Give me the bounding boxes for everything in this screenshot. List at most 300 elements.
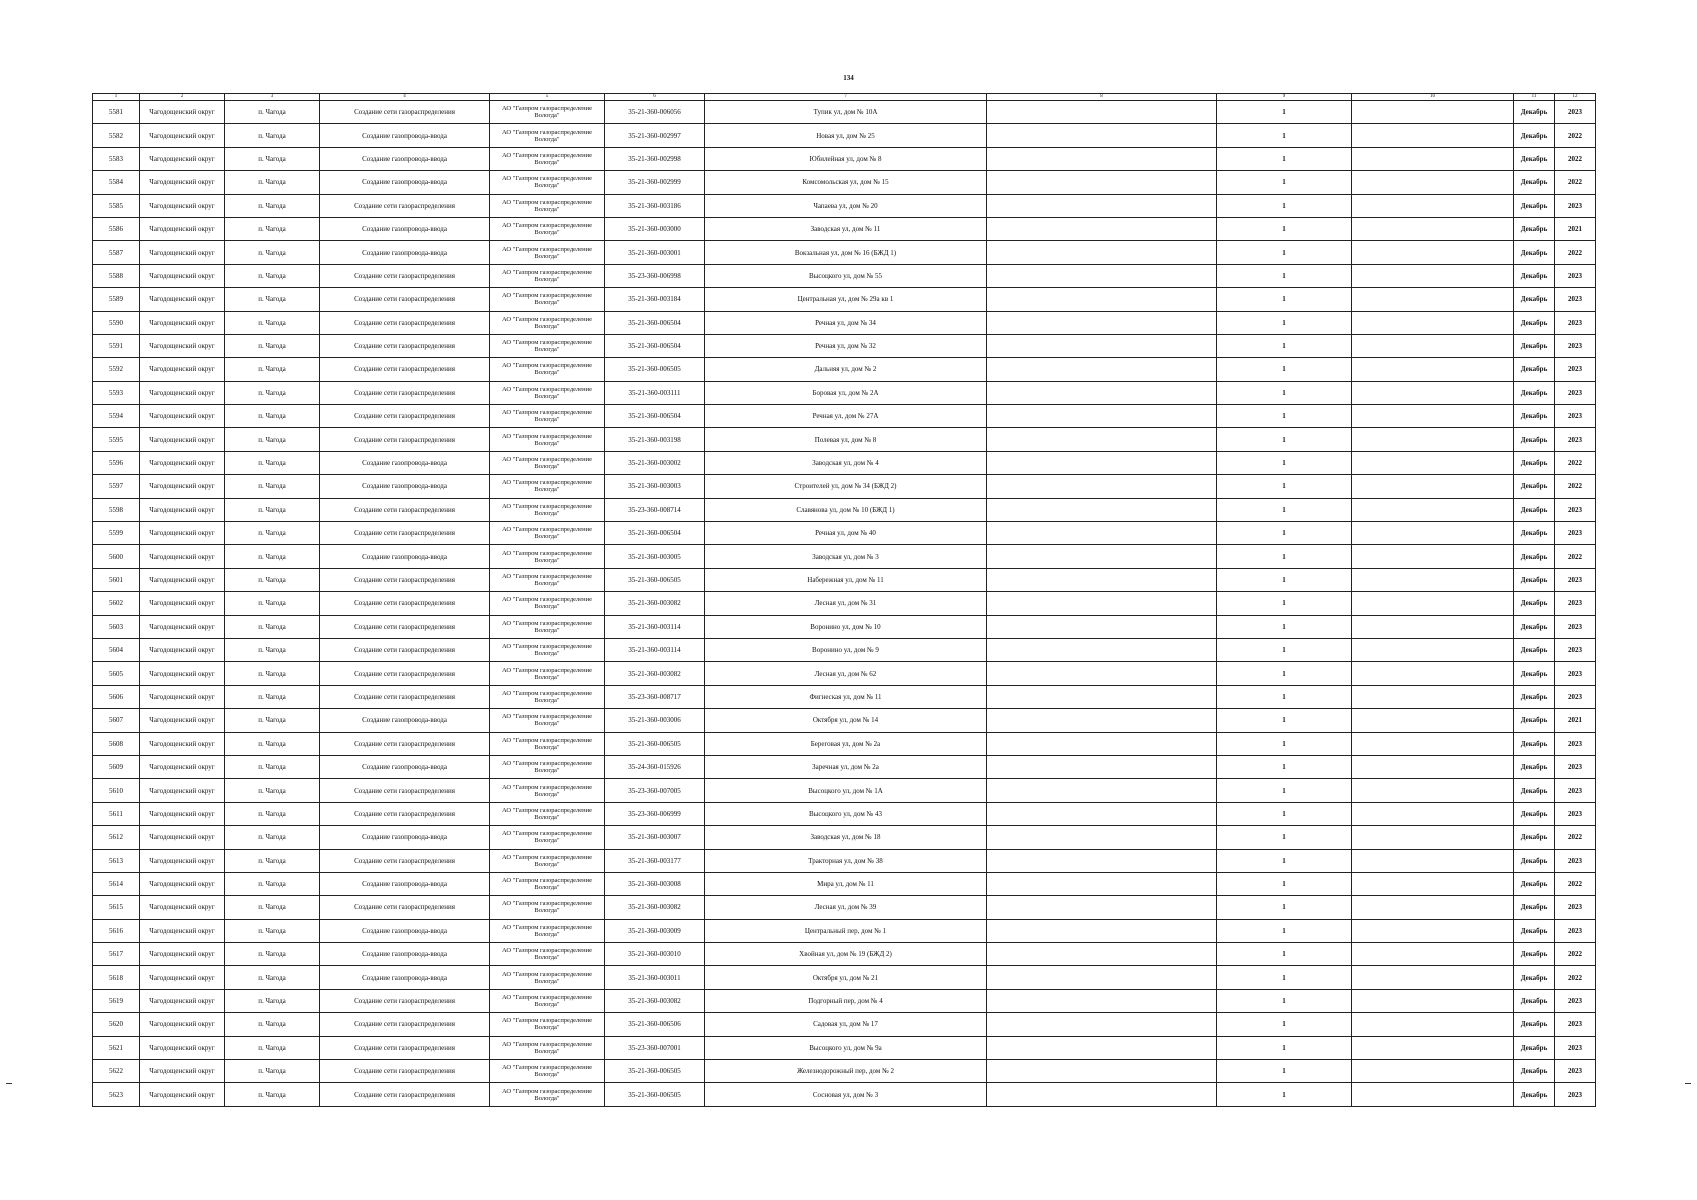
cell-address: Дальняя ул, дом № 2 [705,358,987,381]
cell-district: Чагодощенский округ [140,943,225,966]
cell-address: Боровая ул, дом № 2А [705,381,987,404]
table-row [93,451,1596,474]
cell-extra [1352,872,1514,895]
cell-year: 2022 [1555,943,1596,966]
cell-work-type: Создание сети газораспределения [320,264,490,287]
column-number: 7 [705,94,987,101]
cell-month: Декабрь [1514,568,1555,591]
cell-year: 2023 [1555,779,1596,802]
cell-address: Центральная ул, дом № 29а кв 1 [705,288,987,311]
cell-row-number: 5610 [93,779,140,802]
cell-row-number: 5604 [93,638,140,661]
cell-settlement: п. Чагода [225,171,320,194]
cell-cadastral-number: 35-21-360-002998 [605,147,705,170]
cell-address: Тупик ул, дом № 10А [705,101,987,124]
cell-work-type: Создание сети газораспределения [320,592,490,615]
cell-district: Чагодощенский округ [140,826,225,849]
cell-organization: АО "Газпром газораспределение Вологда" [490,966,605,989]
cell-settlement: п. Чагода [225,288,320,311]
cell-month: Декабрь [1514,288,1555,311]
cell-note [987,545,1217,568]
cell-note [987,1060,1217,1083]
table-row [93,826,1596,849]
cell-work-type: Создание сети газораспределения [320,288,490,311]
cell-cadastral-number: 35-21-360-003001 [605,241,705,264]
cell-district: Чагодощенский округ [140,685,225,708]
cell-address: Юбилейная ул, дом № 8 [705,147,987,170]
cell-year: 2023 [1555,1013,1596,1036]
cell-address: Речная ул, дом № 34 [705,311,987,334]
cell-extra [1352,522,1514,545]
cell-row-number: 5587 [93,241,140,264]
cell-quantity: 1 [1217,334,1352,357]
cell-month: Декабрь [1514,662,1555,685]
cell-address: Высоцкого ул, дом № 9а [705,1036,987,1059]
cell-quantity: 1 [1217,194,1352,217]
cell-cadastral-number: 35-23-360-008717 [605,685,705,708]
cell-address: Набережная ул, дом № 11 [705,568,987,591]
cell-settlement: п. Чагода [225,124,320,147]
cell-month: Декабрь [1514,989,1555,1012]
cell-note [987,428,1217,451]
cell-cadastral-number: 35-21-360-003009 [605,919,705,942]
cell-month: Декабрь [1514,358,1555,381]
table-row [93,428,1596,451]
cell-note [987,311,1217,334]
cell-district: Чагодощенский округ [140,311,225,334]
cell-year: 2023 [1555,802,1596,825]
cell-month: Декабрь [1514,381,1555,404]
cell-quantity: 1 [1217,381,1352,404]
cell-note [987,802,1217,825]
cell-cadastral-number: 35-21-360-006505 [605,358,705,381]
cell-extra [1352,217,1514,240]
cell-extra [1352,241,1514,264]
cell-row-number: 5591 [93,334,140,357]
cell-address: Новая ул, дом № 25 [705,124,987,147]
cell-settlement: п. Чагода [225,638,320,661]
cell-address: Садовая ул, дом № 17 [705,1013,987,1036]
cell-settlement: п. Чагода [225,194,320,217]
table-row [93,1036,1596,1059]
cell-settlement: п. Чагода [225,896,320,919]
cell-organization: АО "Газпром газораспределение Вологда" [490,358,605,381]
cell-district: Чагодощенский округ [140,755,225,778]
cell-organization: АО "Газпром газораспределение Вологда" [490,475,605,498]
cell-address: Заречная ул, дом № 2а [705,755,987,778]
cell-row-number: 5600 [93,545,140,568]
cell-row-number: 5601 [93,568,140,591]
cell-month: Декабрь [1514,896,1555,919]
cell-settlement: п. Чагода [225,428,320,451]
cell-month: Декабрь [1514,1060,1555,1083]
cell-work-type: Создание сети газораспределения [320,685,490,708]
cell-extra [1352,264,1514,287]
cell-note [987,662,1217,685]
table-row [93,381,1596,404]
cell-district: Чагодощенский округ [140,475,225,498]
cell-row-number: 5592 [93,358,140,381]
cell-extra [1352,685,1514,708]
cell-settlement: п. Чагода [225,147,320,170]
cell-quantity: 1 [1217,1013,1352,1036]
cell-year: 2023 [1555,732,1596,755]
cell-district: Чагодощенский округ [140,241,225,264]
cell-address: Речная ул, дом № 40 [705,522,987,545]
cell-month: Декабрь [1514,194,1555,217]
table-row [93,849,1596,872]
cell-note [987,358,1217,381]
cell-cadastral-number: 35-21-360-002999 [605,171,705,194]
cell-district: Чагодощенский округ [140,428,225,451]
cell-organization: АО "Газпром газораспределение Вологда" [490,685,605,708]
cell-district: Чагодощенский округ [140,101,225,124]
cell-district: Чагодощенский округ [140,522,225,545]
cell-cadastral-number: 35-23-360-008714 [605,498,705,521]
table-row [93,685,1596,708]
cell-row-number: 5582 [93,124,140,147]
cell-work-type: Создание сети газораспределения [320,989,490,1012]
cell-row-number: 5598 [93,498,140,521]
cell-year: 2022 [1555,451,1596,474]
cell-settlement: п. Чагода [225,826,320,849]
table-row [93,943,1596,966]
cell-extra [1352,779,1514,802]
cell-year: 2022 [1555,241,1596,264]
cell-work-type: Создание сети газораспределения [320,779,490,802]
cell-cadastral-number: 35-21-360-003082 [605,989,705,1012]
cell-settlement: п. Чагода [225,358,320,381]
cell-district: Чагодощенский округ [140,171,225,194]
cell-month: Декабрь [1514,872,1555,895]
table-row [93,989,1596,1012]
cell-organization: АО "Газпром газораспределение Вологда" [490,451,605,474]
table-row [93,779,1596,802]
cell-year: 2023 [1555,1060,1596,1083]
table-row [93,732,1596,755]
cell-month: Декабрь [1514,171,1555,194]
cell-row-number: 5605 [93,662,140,685]
cell-work-type: Создание газопровода-ввода [320,451,490,474]
table-row [93,662,1596,685]
cell-row-number: 5586 [93,217,140,240]
cell-quantity: 1 [1217,989,1352,1012]
cell-district: Чагодощенский округ [140,709,225,732]
cell-work-type: Создание сети газораспределения [320,194,490,217]
cell-year: 2023 [1555,662,1596,685]
cell-month: Декабрь [1514,638,1555,661]
cell-quantity: 1 [1217,826,1352,849]
cell-note [987,849,1217,872]
cell-work-type: Создание газопровода-ввода [320,217,490,240]
cell-settlement: п. Чагода [225,989,320,1012]
cell-work-type: Создание сети газораспределения [320,1060,490,1083]
cell-extra [1352,334,1514,357]
cell-organization: АО "Газпром газораспределение Вологда" [490,755,605,778]
cell-district: Чагодощенский округ [140,802,225,825]
cell-cadastral-number: 35-21-360-006505 [605,1083,705,1106]
cell-row-number: 5609 [93,755,140,778]
cell-cadastral-number: 35-21-360-006506 [605,1013,705,1036]
cell-extra [1352,662,1514,685]
cell-year: 2023 [1555,615,1596,638]
cell-address: Речная ул, дом № 27А [705,405,987,428]
cell-year: 2022 [1555,545,1596,568]
cell-settlement: п. Чагода [225,1083,320,1106]
cell-organization: АО "Газпром газораспределение Вологда" [490,405,605,428]
column-number: 8 [987,94,1217,101]
cell-month: Декабрь [1514,849,1555,872]
column-number: 6 [605,94,705,101]
cell-row-number: 5590 [93,311,140,334]
cell-quantity: 1 [1217,498,1352,521]
cell-address: Центральный пер, дом № 1 [705,919,987,942]
cell-month: Декабрь [1514,685,1555,708]
cell-settlement: п. Чагода [225,264,320,287]
cell-year: 2023 [1555,428,1596,451]
cell-year: 2023 [1555,522,1596,545]
cell-quantity: 1 [1217,451,1352,474]
column-number: 3 [225,94,320,101]
cell-quantity: 1 [1217,638,1352,661]
cell-year: 2023 [1555,334,1596,357]
cell-settlement: п. Чагода [225,1036,320,1059]
cell-quantity: 1 [1217,1060,1352,1083]
cell-cadastral-number: 35-21-360-003186 [605,194,705,217]
cell-cadastral-number: 35-21-360-003114 [605,615,705,638]
cell-organization: АО "Газпром газораспределение Вологда" [490,989,605,1012]
cell-settlement: п. Чагода [225,311,320,334]
table-row [93,919,1596,942]
cell-settlement: п. Чагода [225,709,320,732]
cell-extra [1352,826,1514,849]
cell-note [987,522,1217,545]
cell-cadastral-number: 35-21-360-002997 [605,124,705,147]
cell-extra [1352,1060,1514,1083]
cell-extra [1352,615,1514,638]
cell-district: Чагодощенский округ [140,288,225,311]
cell-extra [1352,311,1514,334]
cell-year: 2021 [1555,217,1596,240]
cell-district: Чагодощенский округ [140,405,225,428]
table-row [93,311,1596,334]
cell-cadastral-number: 35-23-360-006999 [605,802,705,825]
cell-month: Декабрь [1514,101,1555,124]
cell-settlement: п. Чагода [225,101,320,124]
cell-extra [1352,194,1514,217]
cell-quantity: 1 [1217,755,1352,778]
cell-settlement: п. Чагода [225,522,320,545]
cell-settlement: п. Чагода [225,1060,320,1083]
cell-note [987,966,1217,989]
cell-note [987,592,1217,615]
cell-extra [1352,545,1514,568]
column-number: 12 [1555,94,1596,101]
cell-work-type: Создание газопровода-ввода [320,966,490,989]
cell-district: Чагодощенский округ [140,1036,225,1059]
cell-organization: АО "Газпром газораспределение Вологда" [490,709,605,732]
cell-settlement: п. Чагода [225,919,320,942]
cell-row-number: 5595 [93,428,140,451]
cell-quantity: 1 [1217,779,1352,802]
cell-note [987,872,1217,895]
cell-extra [1352,966,1514,989]
cell-address: Заводская ул, дом № 11 [705,217,987,240]
table-row [93,615,1596,638]
cell-organization: АО "Газпром газораспределение Вологда" [490,241,605,264]
cell-row-number: 5585 [93,194,140,217]
cell-work-type: Создание сети газораспределения [320,428,490,451]
cell-district: Чагодощенский округ [140,498,225,521]
cell-year: 2022 [1555,872,1596,895]
cell-month: Декабрь [1514,802,1555,825]
scan-edge-mark-right [1685,1083,1691,1084]
cell-organization: АО "Газпром газораспределение Вологда" [490,288,605,311]
cell-organization: АО "Газпром газораспределение Вологда" [490,498,605,521]
cell-month: Декабрь [1514,709,1555,732]
cell-month: Декабрь [1514,826,1555,849]
cell-month: Декабрь [1514,919,1555,942]
cell-row-number: 5581 [93,101,140,124]
cell-year: 2023 [1555,896,1596,919]
cell-row-number: 5593 [93,381,140,404]
cell-month: Декабрь [1514,1083,1555,1106]
cell-district: Чагодощенский округ [140,989,225,1012]
cell-work-type: Создание сети газораспределения [320,1083,490,1106]
cell-year: 2023 [1555,685,1596,708]
cell-address: Лесная ул, дом № 39 [705,896,987,919]
cell-note [987,732,1217,755]
cell-extra [1352,755,1514,778]
cell-cadastral-number: 35-21-360-006504 [605,311,705,334]
cell-month: Декабрь [1514,592,1555,615]
table-row [93,147,1596,170]
cell-organization: АО "Газпром газораспределение Вологда" [490,1060,605,1083]
cell-year: 2022 [1555,171,1596,194]
cell-extra [1352,732,1514,755]
cell-note [987,334,1217,357]
cell-row-number: 5597 [93,475,140,498]
cell-month: Декабрь [1514,405,1555,428]
cell-extra [1352,989,1514,1012]
cell-settlement: п. Чагода [225,241,320,264]
cell-work-type: Создание газопровода-ввода [320,545,490,568]
cell-settlement: п. Чагода [225,381,320,404]
table-row [93,638,1596,661]
cell-extra [1352,451,1514,474]
cell-month: Декабрь [1514,522,1555,545]
cell-work-type: Создание сети газораспределения [320,381,490,404]
cell-extra [1352,1036,1514,1059]
cell-extra [1352,288,1514,311]
table-row [93,1013,1596,1036]
cell-quantity: 1 [1217,217,1352,240]
cell-year: 2023 [1555,1036,1596,1059]
cell-note [987,101,1217,124]
cell-organization: АО "Газпром газораспределение Вологда" [490,779,605,802]
cell-row-number: 5619 [93,989,140,1012]
cell-row-number: 5616 [93,919,140,942]
cell-address: Высоцкого ул, дом № 55 [705,264,987,287]
cell-organization: АО "Газпром газораспределение Вологда" [490,919,605,942]
cell-district: Чагодощенский округ [140,662,225,685]
cell-district: Чагодощенский округ [140,615,225,638]
cell-quantity: 1 [1217,872,1352,895]
cell-work-type: Создание газопровода-ввода [320,475,490,498]
cell-extra [1352,428,1514,451]
cell-row-number: 5589 [93,288,140,311]
cell-organization: АО "Газпром газораспределение Вологда" [490,311,605,334]
cell-quantity: 1 [1217,147,1352,170]
column-number: 5 [490,94,605,101]
cell-month: Декабрь [1514,264,1555,287]
cell-quantity: 1 [1217,311,1352,334]
cell-note [987,943,1217,966]
cell-row-number: 5614 [93,872,140,895]
cell-settlement: п. Чагода [225,872,320,895]
cell-address: Воронино ул, дом № 10 [705,615,987,638]
cell-work-type: Создание газопровода-ввода [320,241,490,264]
cell-row-number: 5621 [93,1036,140,1059]
cell-organization: АО "Газпром газораспределение Вологда" [490,1083,605,1106]
cell-year: 2023 [1555,405,1596,428]
cell-note [987,241,1217,264]
scan-edge-mark-left [6,1083,12,1084]
table-row [93,545,1596,568]
cell-note [987,475,1217,498]
table-row [93,288,1596,311]
cell-cadastral-number: 35-21-360-003184 [605,288,705,311]
cell-row-number: 5615 [93,896,140,919]
cell-month: Декабрь [1514,241,1555,264]
cell-cadastral-number: 35-21-360-003082 [605,592,705,615]
cell-district: Чагодощенский округ [140,545,225,568]
cell-cadastral-number: 35-21-360-006505 [605,568,705,591]
cell-address: Славянова ул, дом № 10 (БЖД 1) [705,498,987,521]
table-row [93,755,1596,778]
cell-extra [1352,171,1514,194]
cell-extra [1352,896,1514,919]
cell-settlement: п. Чагода [225,802,320,825]
cell-address: Хвойная ул, дом № 19 (БЖД 2) [705,943,987,966]
cell-work-type: Создание газопровода-ввода [320,919,490,942]
cell-row-number: 5584 [93,171,140,194]
cell-note [987,405,1217,428]
cell-month: Декабрь [1514,124,1555,147]
cell-work-type: Создание сети газораспределения [320,101,490,124]
cell-month: Декабрь [1514,1013,1555,1036]
cell-address: Железнодорожный пер, дом № 2 [705,1060,987,1083]
cell-year: 2023 [1555,592,1596,615]
cell-month: Декабрь [1514,732,1555,755]
cell-note [987,1083,1217,1106]
cell-note [987,217,1217,240]
cell-row-number: 5617 [93,943,140,966]
cell-organization: АО "Газпром газораспределение Вологда" [490,217,605,240]
table-row [93,1083,1596,1106]
cell-month: Декабрь [1514,311,1555,334]
cell-month: Декабрь [1514,475,1555,498]
cell-organization: АО "Газпром газораспределение Вологда" [490,522,605,545]
cell-district: Чагодощенский округ [140,779,225,802]
table-row [93,171,1596,194]
cell-district: Чагодощенский округ [140,568,225,591]
cell-extra [1352,1083,1514,1106]
cell-extra [1352,568,1514,591]
cell-quantity: 1 [1217,896,1352,919]
cell-settlement: п. Чагода [225,755,320,778]
cell-work-type: Создание сети газораспределения [320,358,490,381]
